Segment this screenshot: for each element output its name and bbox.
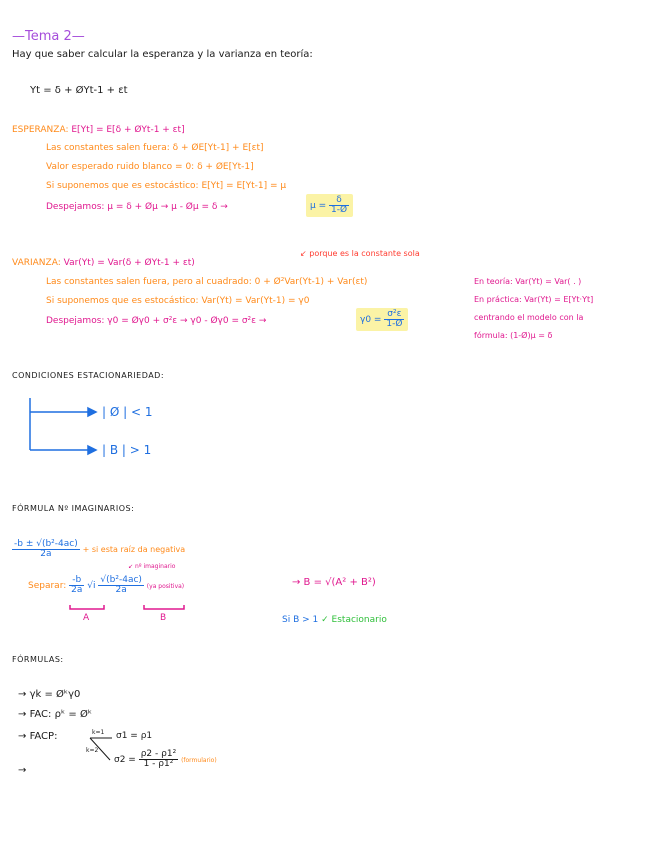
facp-k1: k=1: [92, 729, 105, 736]
model-equation: Yt = δ + ØYt-1 + εt: [30, 85, 128, 96]
varianza-formula: Var(Yt) = Var(δ + ØYt-1 + εt): [63, 258, 195, 268]
varianza-line-2-text: Si suponemos que es estocástico: Var(Yt) = Var(Yt-1) = γ0: [46, 296, 310, 306]
side-note-2: En práctica: Var(Yt) = E[Yt·Yt]: [474, 295, 594, 304]
sep-frac-2-den: 2a: [115, 585, 127, 595]
quadratic-note: + si esta raíz da negativa: [82, 545, 186, 554]
esperanza-line-3-text: Si suponemos que es estocástico: E[Yt] = E[Yt-1] = μ: [46, 181, 287, 191]
facp-f3b-num: ρ2 - ρ1²: [140, 749, 177, 759]
sqrt-i: √i: [87, 581, 96, 591]
varianza-result-lhs: γ0 =: [360, 315, 382, 325]
facp-f3b: [114, 750, 217, 769]
varianza-line-3-text: Despejamos: γ0 = Øγ0 + σ²ε → γ0 - Øγ0 = σ²ε →: [46, 316, 267, 326]
label-a: A: [83, 613, 90, 623]
esperanza-result-num: δ: [329, 196, 349, 206]
varianza-result-den: 1-Ø: [386, 319, 403, 329]
formula-4-arrow: →: [18, 765, 27, 776]
intro-text: Hay que saber calcular la esperanza y la varianza en teoría:: [12, 49, 313, 60]
facp-f3b-lhs: σ2 =: [114, 755, 136, 765]
check-icon: ✓: [321, 615, 329, 625]
varianza-note-text: porque es la constante sola: [309, 249, 420, 258]
b-condition: Si B > 1: [282, 615, 319, 625]
esperanza-result-lhs: μ =: [310, 201, 327, 211]
condition-1: | Ø | < 1: [102, 405, 153, 419]
estacionario-label: Estacionario: [331, 615, 387, 625]
varianza-result-num: σ²ε: [384, 310, 404, 320]
side-note-1: En teoría: Var(Yt) = Var( . ): [474, 277, 582, 286]
imag-note: ↙ nº imaginario: [128, 563, 176, 570]
side-note-3: centrando el modelo con la: [474, 313, 584, 322]
b-formula: → B = √(A² + B²): [292, 577, 376, 588]
formula-3-label: → FACP:: [18, 731, 58, 742]
label-b: B: [160, 613, 167, 623]
formula-2-text: ρᵏ = Øᵏ: [54, 709, 93, 720]
esperanza-line-2-text: Valor esperado ruido blanco = 0: δ + ØE[Yt-1]: [46, 162, 254, 172]
condition-2: | B | > 1: [102, 443, 152, 457]
varianza-label: VARIANZA:: [12, 258, 61, 268]
esperanza-line-1-text: Las constantes salen fuera: δ + ØE[Yt-1] + E[εt]: [46, 143, 264, 153]
formula-2-label: FAC:: [29, 709, 52, 720]
varianza-line-1-text: Las constantes salen fuera, pero al cuadrado: 0 + Ø²Var(Yt-1) + Var(εt): [46, 277, 368, 287]
facp-f3b-frac: [139, 750, 178, 769]
esperanza-formula: E[Yt] = E[δ + ØYt-1 + εt]: [71, 125, 185, 135]
formula-1-text: γk = Øᵏγ0: [29, 689, 81, 700]
separar-label: Separar:: [28, 581, 67, 591]
sep-frac-2-num: √(b²-4ac): [100, 575, 142, 585]
condiciones-title: CONDICIONES ESTACIONARIEDAD:: [12, 371, 165, 380]
imag-note-text: nº imaginario: [134, 563, 176, 570]
imaginarios-title: FÓRMULA Nº IMAGINARIOS:: [12, 504, 135, 513]
facp-f3a: σ1 = ρ1: [116, 731, 153, 741]
facp-f3b-den: 1 - ρ1²: [143, 759, 174, 769]
esperanza-line-4-text: Despejamos: μ = δ + Øμ → μ - Øμ = δ →: [46, 202, 228, 212]
formula-3-label-text: FACP:: [29, 731, 58, 742]
quadratic-num: -b ± √(b²-4ac): [14, 539, 78, 549]
varianza-note: ↙ porque es la constante sola: [300, 249, 420, 258]
formula-1: → γk = Øᵏγ0: [18, 689, 81, 700]
facp-k2: k=2: [86, 747, 99, 754]
esperanza-label: ESPERANZA:: [12, 125, 69, 135]
page-title: —Tema 2—: [12, 29, 85, 44]
quadratic-den: 2a: [40, 549, 52, 559]
facp-note: (formulario): [181, 757, 217, 764]
esperanza-result-den: 1-Ø: [331, 205, 348, 215]
formulas-title: FÓRMULAS:: [12, 655, 64, 664]
side-note-4: fórmula: (1-Ø)μ = δ: [474, 331, 553, 340]
pos-note: (ya positiva): [146, 583, 185, 590]
sep-frac-1-den: 2a: [71, 585, 83, 595]
formula-2: → FAC: ρᵏ = Øᵏ: [18, 709, 93, 720]
sep-frac-1-num: -b: [69, 576, 84, 586]
